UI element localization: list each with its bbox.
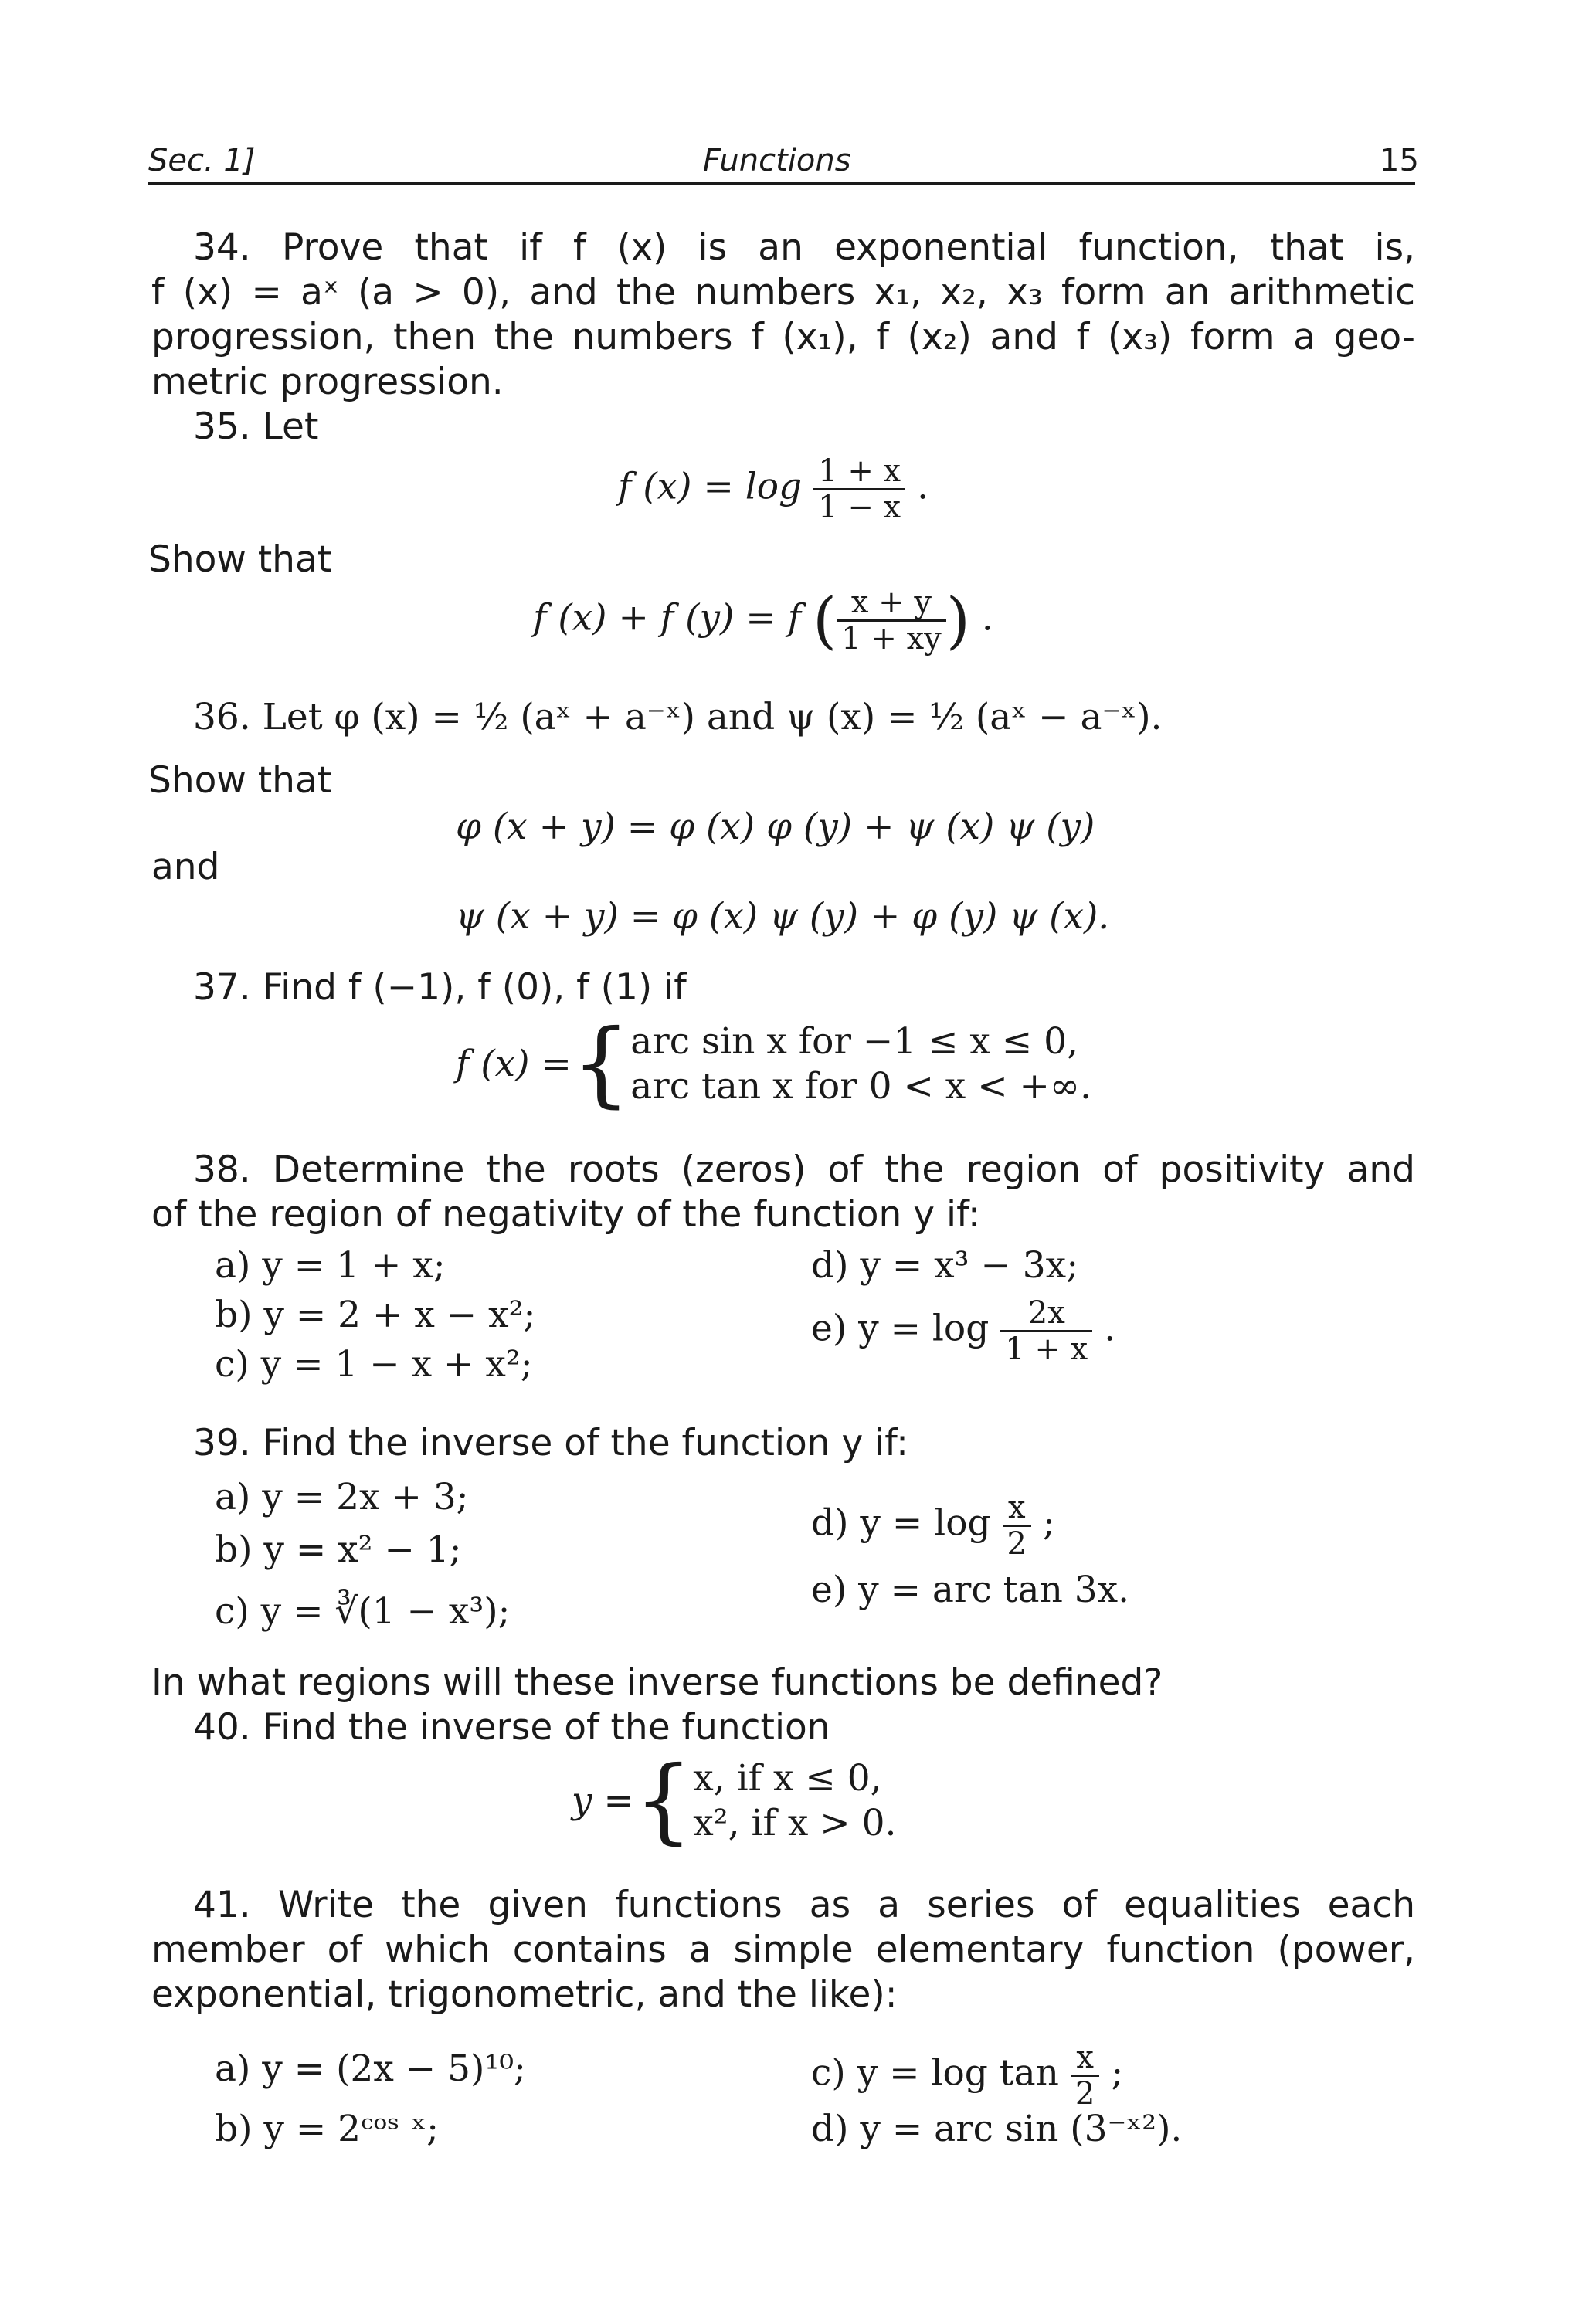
problem-38-d: d) y = x³ − 3x; — [811, 1244, 1079, 1287]
fraction-denominator: 2 — [1003, 1525, 1031, 1561]
fraction-denominator: 2 — [1071, 2075, 1099, 2111]
running-head-title: Functions — [703, 143, 851, 178]
problem-38-e — [811, 1296, 1115, 1366]
fraction-numerator: 2x — [1027, 1295, 1065, 1331]
semicolon: ; — [1042, 1501, 1055, 1545]
fraction-denominator: 1 + x — [1000, 1330, 1092, 1366]
problem-38-line-2: of the region of negativity of the function y if: — [151, 1193, 980, 1236]
problem-39-b: b) y = x² − 1; — [215, 1528, 462, 1571]
piecewise-lhs: f (x) = — [456, 1043, 572, 1085]
problem-39-d — [811, 1491, 1055, 1561]
fraction — [1003, 1491, 1031, 1561]
period: . — [1104, 1307, 1116, 1350]
problem-35-identity — [533, 585, 993, 656]
problem-38-line-1: 38. Determine the roots (zeros) of the region of positivity and — [193, 1148, 1415, 1191]
problem-41-c — [811, 2041, 1123, 2111]
piecewise-lhs: y = — [572, 1779, 634, 1822]
problem-38-b: b) y = 2 + x − x²; — [215, 1294, 536, 1336]
left-brace: { — [571, 1010, 631, 1118]
problem-39-c: c) y = ∛(1 − x³); — [215, 1590, 511, 1633]
formula-lhs: e) y = log — [811, 1307, 990, 1350]
running-head-section: Sec. 1] — [148, 143, 256, 178]
problem-35-definition — [618, 454, 928, 524]
period: . — [981, 596, 993, 640]
problem-41-line-1: 41. Write the given functions as a series of equalities each — [193, 1884, 1415, 1926]
problem-34-line-4: metric progression. — [151, 361, 504, 403]
fraction-numerator: x — [1076, 2040, 1094, 2075]
header-rule — [148, 182, 1415, 185]
left-paren: ( — [812, 584, 837, 656]
fraction-numerator: x + y — [850, 585, 932, 620]
case-1: arc sin x for −1 ≤ x ≤ 0, — [630, 1020, 1079, 1063]
fraction — [813, 454, 905, 524]
cases — [693, 1756, 896, 1846]
problem-40-line-1: 40. Find the inverse of the function — [193, 1706, 830, 1749]
problem-41-b: b) y = 2ᶜᵒˢ ˣ; — [215, 2108, 439, 2150]
problem-41-line-2: member of which contains a simple elementary function (power, — [151, 1929, 1415, 1971]
semicolon: ; — [1111, 2051, 1124, 2095]
problem-34-line-1: 34. Prove that if f (x) is an exponential function, that is, — [193, 226, 1415, 269]
right-paren: ) — [945, 584, 970, 656]
problem-39-line-1: 39. Find the inverse of the function y if: — [193, 1422, 909, 1464]
problem-36-identity-2: ψ (x + y) = φ (x) ψ (y) + φ (y) ψ (x). — [456, 895, 1110, 938]
fraction — [837, 585, 946, 656]
problem-35-show-that: Show that — [148, 538, 332, 581]
problem-39-e: e) y = arc tan 3x. — [811, 1569, 1130, 1611]
problem-40-piecewise — [572, 1747, 897, 1854]
problem-39-question: In what regions will these inverse functions be defined? — [151, 1661, 1163, 1704]
problem-36-identity-1: φ (x + y) = φ (x) φ (y) + ψ (x) ψ (y) — [456, 806, 1095, 848]
case-2: x², if x > 0. — [693, 1802, 897, 1844]
problem-35-let: 35. Let — [193, 405, 319, 448]
problem-39-a: a) y = 2x + 3; — [215, 1476, 469, 1518]
case-1: x, if x ≤ 0, — [693, 1757, 882, 1800]
formula-lhs: f (x) = log — [618, 465, 803, 508]
formula-lhs: d) y = log — [811, 1501, 991, 1545]
problem-41-line-3: exponential, trigonometric, and the like): — [151, 1973, 898, 2016]
cases — [630, 1020, 1091, 1109]
fraction-numerator: x — [1007, 1490, 1026, 1525]
fraction-numerator: 1 + x — [818, 453, 901, 489]
identity-lhs: f (x) + f (y) = f — [533, 596, 801, 640]
page-number: 15 — [1380, 143, 1419, 178]
fraction-denominator: 1 − x — [813, 488, 905, 524]
problem-34-line-2: f (x) = aˣ (a > 0), and the numbers x₁, x₂, x₃ form an arithmetic — [151, 271, 1415, 314]
left-brace: { — [633, 1747, 694, 1854]
formula-lhs: c) y = log tan — [811, 2051, 1059, 2095]
problem-41-d: d) y = arc sin (3⁻ˣ²). — [811, 2108, 1183, 2150]
problem-36-show-that: Show that — [148, 759, 332, 802]
fraction — [1071, 2041, 1099, 2111]
problem-38-c: c) y = 1 − x + x²; — [215, 1343, 533, 1386]
problem-41-a: a) y = (2x − 5)¹⁰; — [215, 2047, 526, 2090]
problem-36-definitions: 36. Let φ (x) = ½ (aˣ + a⁻ˣ) and ψ (x) = ½ (aˣ − a⁻ˣ). — [193, 696, 1163, 738]
problem-38-a: a) y = 1 + x; — [215, 1244, 446, 1287]
problem-37-line-1: 37. Find f (−1), f (0), f (1) if — [193, 966, 687, 1009]
problem-36-and: and — [151, 846, 220, 888]
problem-37-piecewise — [456, 1010, 1092, 1118]
period: . — [917, 465, 929, 508]
fraction-denominator: 1 + xy — [837, 619, 946, 656]
case-2: arc tan x for 0 < x < +∞. — [630, 1065, 1092, 1108]
problem-34-line-3: progression, then the numbers f (x₁), f (x₂) and f (x₃) form a geo- — [151, 316, 1415, 358]
fraction — [1000, 1296, 1092, 1366]
